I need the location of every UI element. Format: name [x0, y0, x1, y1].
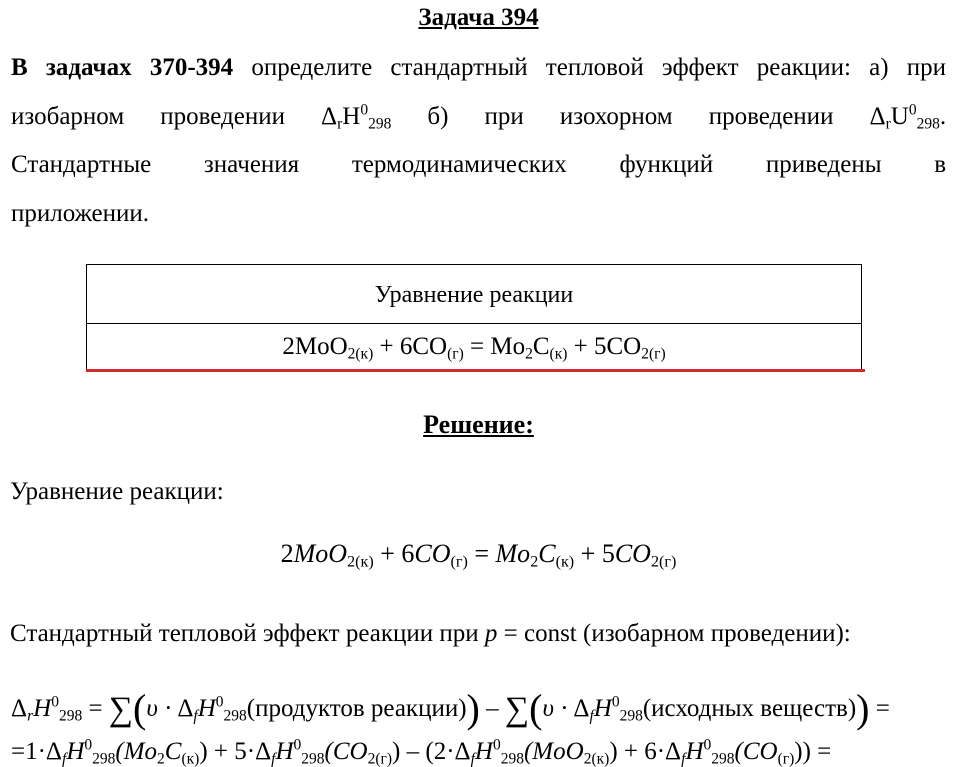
hess-law-substitution: $=1\cdot\Delta_fH^0_{298}(Mo_2C_{(к)}) + 5\cdot\Delta_fH^0_{298}(CO_{2(г)}) - (2\cdot\Delta_fH^0_{298}(MoO_{2(к)}) + 6\cdot\Delta_fH^0_{298}(CO_{(г)}))$ = [11, 736, 832, 767]
reaction-table [86, 264, 862, 370]
task-line-1: В задачах 370-394 определите стандартный тепловой эффект реакции: а) при [11, 54, 946, 81]
delta-h-symbol: $\Delta_rH^0_{298}$ [321, 101, 392, 133]
solution-title: Решение: [423, 410, 534, 439]
isobaric-heading: Стандартный тепловой эффект реакции при p = const (изобарном проведении): [10, 620, 851, 647]
reaction-formula: $2MoO_{2(к)} + 6CO_{(г)} = Mo_2C_{(к)} + 5CO_{2(г)}$ [280, 539, 677, 571]
task-line-2: изобарном проведении $\Delta_rH^0_{298}$ б) при изохорном проведении $\Delta_rU^0_{298}$. [11, 101, 947, 133]
sum-icon: ∑ [108, 691, 134, 728]
task-range: В задачах 370-394 [11, 54, 234, 81]
table-equation: $2MoO_{2(к)} + 6CO_{(г)} = Mo_2C_{(к)} + 5CO_{2(г)}$ [282, 333, 666, 363]
task-line-3: Стандартные значения термодинамических функций приведены в [11, 151, 946, 178]
hess-law-formula: $\Delta_rH^0_{298} = \sum(\upsilon$ · $\Delta_fH^0_{298}(продуктов$ реакции)) – $\sum(\upsilon \cdot \Delta_fH^0_{298}(исходных$ веществ)) = [11, 686, 890, 731]
task-title: Задача 394 [418, 4, 539, 31]
table-header: Уравнение реакции [87, 265, 861, 324]
delta-u-symbol: $\Delta_rU^0_{298}$. [869, 101, 947, 133]
task-line-4: приложении. [11, 200, 150, 227]
equation-label: Уравнение реакции: [10, 478, 224, 505]
table-bottom-accent [86, 369, 865, 372]
